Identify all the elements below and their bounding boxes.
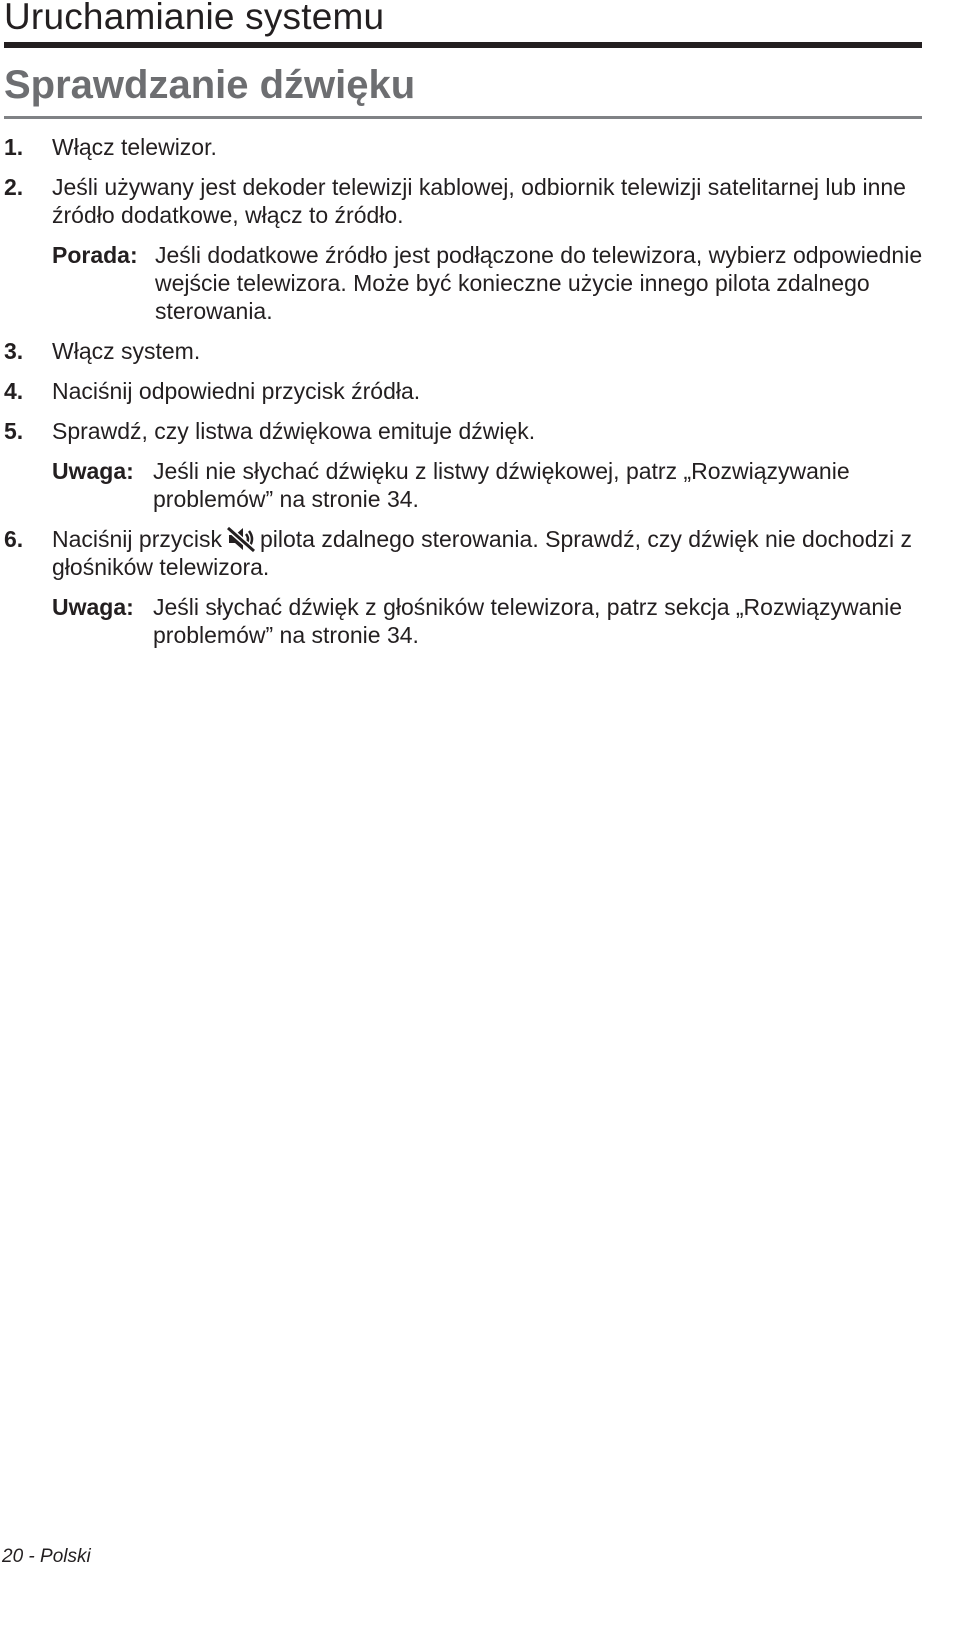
note-label: Uwaga: [52,458,134,484]
page-footer: 20 - Polski [2,1546,91,1567]
note-label: Uwaga: [52,594,134,620]
step-number: 6. [4,526,24,552]
step-text: Włącz telewizor. [52,134,217,160]
step-number: 5. [4,418,24,444]
instructions [4,133,924,661]
step-number: 3. [4,338,24,364]
tip-text: Jeśli dodatkowe źródło jest podłączone do telewizora, wybierz odpowiednie wejście telewizora. Może być konieczne użycie innego pilota zdalnego sterowania. [155,242,923,324]
step-4 [4,377,924,405]
step-number: 1. [4,134,24,160]
tip-note [52,241,924,325]
step-6 [4,525,924,581]
section-rule [4,116,922,119]
chapter-rule [4,42,922,48]
note-text: Jeśli słychać dźwięk z głośników telewizora, patrz sekcja „Rozwiązywanie problemów” na stronie 34. [153,594,903,648]
warning-note-2 [52,593,924,649]
step-text: Włącz system. [52,338,201,364]
note-text: Jeśli nie słychać dźwięku z listwy dźwiękowej, patrz „Rozwiązywanie problemów” na stronie 34. [153,458,850,512]
step-text: Sprawdź, czy listwa dźwiękowa emituje dźwięk. [52,418,536,444]
step-5 [4,417,924,445]
step-3 [4,337,924,365]
section-title: Sprawdzanie dźwięku [4,63,416,107]
warning-note-1 [52,457,924,513]
step-text-after: pilota zdalnego sterowania. Sprawdź, czy dźwięk nie dochodzi z głośników telewizora. [52,526,913,580]
step-text: Jeśli używany jest dekoder telewizji kablowej, odbiornik telewizji satelitarnej lub inne źródło dodatkowe, włącz to źródło. [52,174,906,228]
mute-icon [224,525,258,553]
tip-label: Porada: [52,242,138,268]
step-text-before: Naciśnij przycisk [52,526,222,552]
step-number: 4. [4,378,24,404]
step-text [52,525,924,581]
step-text: Naciśnij odpowiedni przycisk źródła. [52,378,421,404]
chapter-title: Uruchamianie systemu [4,0,385,37]
step-number: 2. [4,174,24,200]
step-2 [4,173,924,229]
step-1 [4,133,924,161]
